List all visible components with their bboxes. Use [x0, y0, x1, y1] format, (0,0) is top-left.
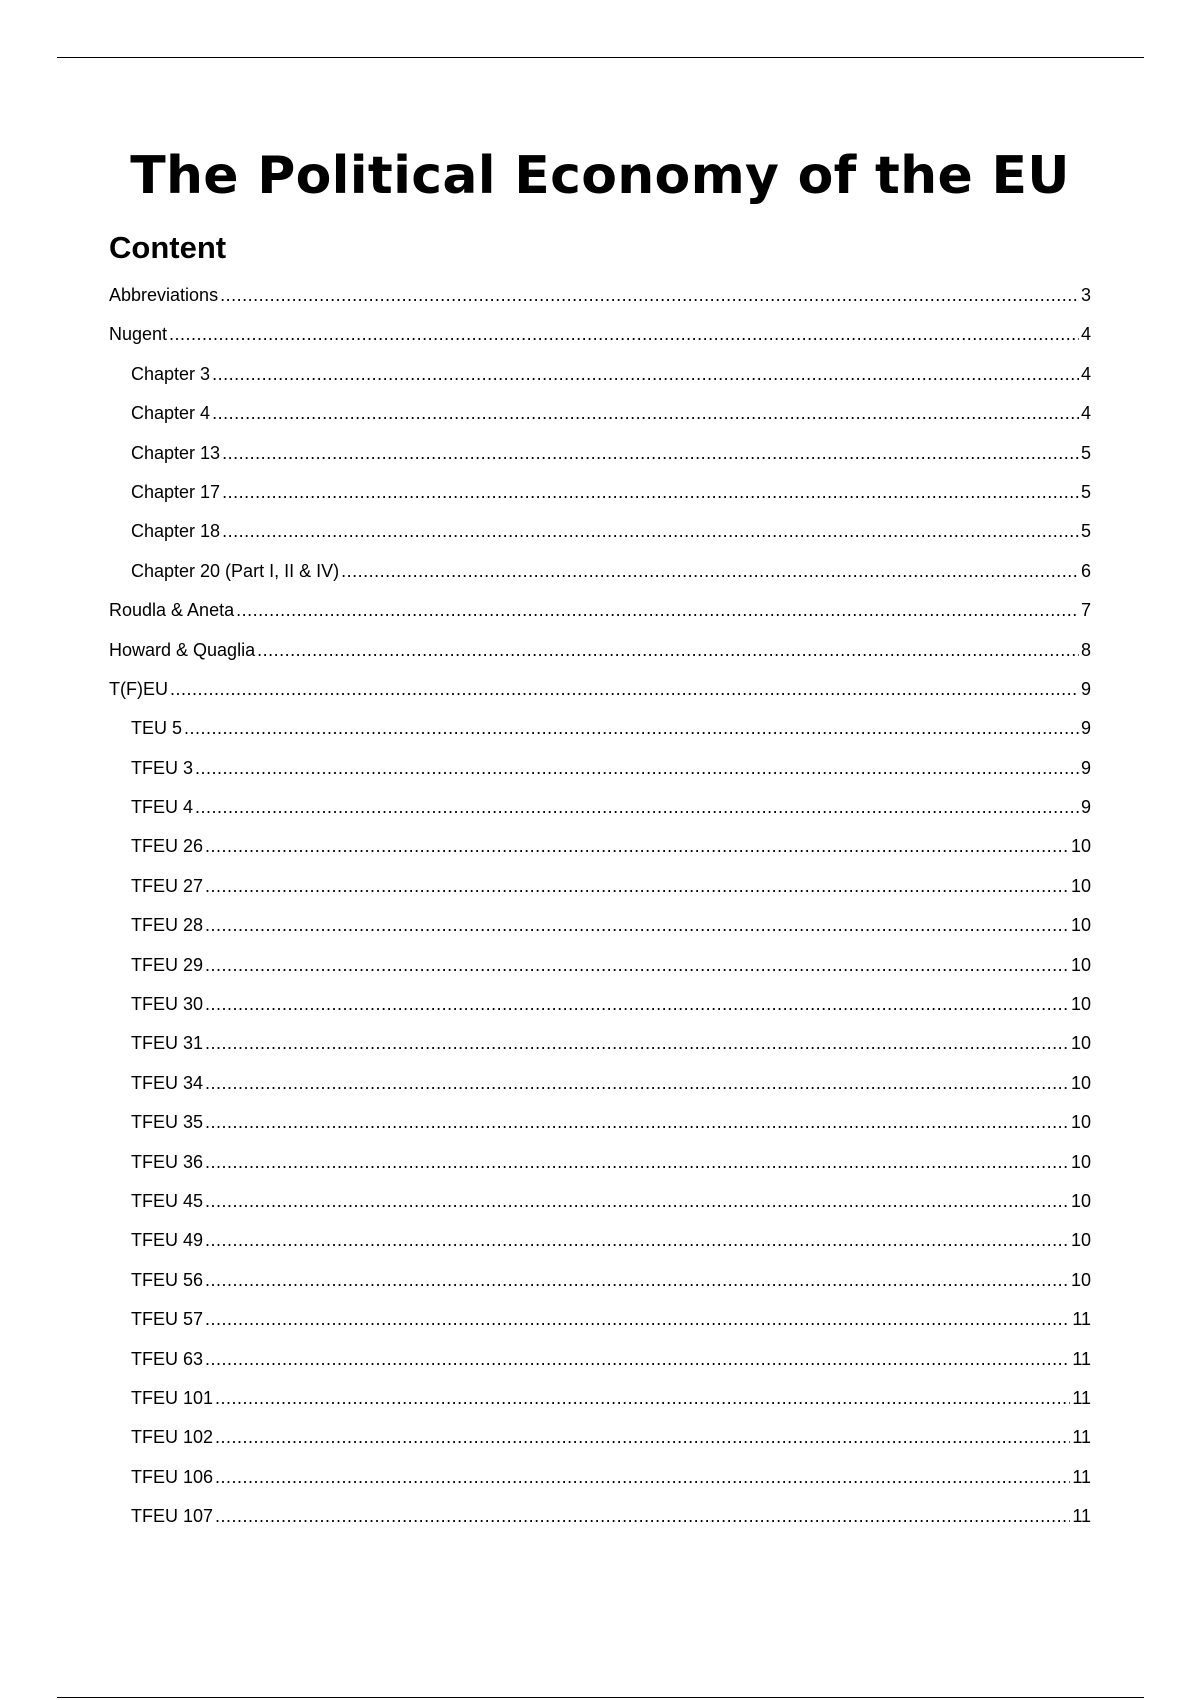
toc-dot-leader — [215, 1458, 1070, 1497]
toc-entry[interactable] — [109, 276, 1091, 315]
toc-dot-leader — [215, 1418, 1070, 1457]
toc-entry-label: Chapter 17 — [131, 481, 221, 502]
toc-entry-label: TFEU 49 — [131, 1230, 204, 1251]
toc-entry-page-number: 7 — [1080, 600, 1091, 621]
toc-entry-page-number: 10 — [1070, 875, 1091, 896]
toc-entry[interactable] — [109, 1497, 1091, 1536]
toc-entry-label: Howard & Quaglia — [109, 639, 256, 660]
toc-entry[interactable] — [109, 355, 1091, 394]
toc-entry[interactable] — [109, 906, 1091, 945]
toc-dot-leader — [215, 1379, 1070, 1418]
toc-entry-label: TFEU 106 — [131, 1466, 214, 1487]
toc-entry-page-number: 4 — [1080, 324, 1091, 345]
toc-entry-label: TFEU 34 — [131, 1072, 204, 1093]
toc-entry-label: TFEU 102 — [131, 1427, 214, 1448]
toc-dot-leader — [222, 512, 1079, 551]
toc-entry-page-number: 9 — [1080, 718, 1091, 739]
toc-entry-page-number: 10 — [1070, 1230, 1091, 1251]
toc-entry-label: Chapter 20 (Part I, II & IV) — [131, 560, 340, 581]
toc-entry[interactable] — [109, 827, 1091, 866]
toc-entry-page-number: 9 — [1080, 757, 1091, 778]
toc-entry[interactable] — [109, 946, 1091, 985]
toc-entry[interactable] — [109, 512, 1091, 551]
toc-entry-page-number: 11 — [1072, 1387, 1091, 1408]
toc-entry[interactable] — [109, 394, 1091, 433]
toc-dot-leader — [195, 749, 1079, 788]
toc-entry-label: TFEU 30 — [131, 994, 204, 1015]
toc-entry-label: TFEU 29 — [131, 954, 204, 975]
toc-entry[interactable] — [109, 1064, 1091, 1103]
toc-entry-label: TFEU 31 — [131, 1033, 204, 1054]
toc-entry-page-number: 10 — [1070, 954, 1091, 975]
toc-entry-page-number: 11 — [1072, 1506, 1091, 1527]
toc-entry-label: TFEU 63 — [131, 1348, 204, 1369]
toc-entry[interactable] — [109, 1418, 1091, 1457]
toc-entry-label: Chapter 18 — [131, 521, 221, 542]
toc-entry[interactable] — [109, 315, 1091, 354]
toc-dot-leader — [212, 355, 1079, 394]
toc-entry[interactable] — [109, 1379, 1091, 1418]
toc-heading: Content — [109, 230, 227, 265]
toc-dot-leader — [205, 1024, 1069, 1063]
toc-entry-page-number: 6 — [1080, 560, 1091, 581]
toc-entry[interactable] — [109, 1103, 1091, 1142]
toc-dot-leader — [205, 1261, 1069, 1300]
toc-entry[interactable] — [109, 709, 1091, 748]
toc-entry-page-number: 5 — [1080, 442, 1091, 463]
toc-dot-leader — [205, 1340, 1070, 1379]
toc-entry[interactable] — [109, 434, 1091, 473]
footer-rule — [57, 1697, 1144, 1698]
toc-entry-label: Nugent — [109, 324, 168, 345]
toc-entry[interactable] — [109, 1300, 1091, 1339]
toc-entry[interactable] — [109, 1458, 1091, 1497]
toc-dot-leader — [220, 276, 1079, 315]
toc-dot-leader — [205, 1103, 1069, 1142]
toc-dot-leader — [215, 1497, 1070, 1536]
toc-dot-leader — [169, 315, 1079, 354]
toc-entry[interactable] — [109, 985, 1091, 1024]
toc-entry-page-number: 9 — [1080, 797, 1091, 818]
toc-entry[interactable] — [109, 1182, 1091, 1221]
document-title: The Political Economy of the EU — [130, 146, 1070, 206]
toc-dot-leader — [195, 788, 1079, 827]
toc-entry-page-number: 11 — [1072, 1466, 1091, 1487]
toc-entry[interactable] — [109, 1261, 1091, 1300]
toc-entry-page-number: 10 — [1070, 1190, 1091, 1211]
toc-dot-leader — [205, 906, 1069, 945]
toc-dot-leader — [170, 670, 1079, 709]
toc-dot-leader — [205, 1064, 1069, 1103]
toc-dot-leader — [205, 1221, 1069, 1260]
toc-entry-label: Chapter 13 — [131, 442, 221, 463]
toc-entry-label: Roudla & Aneta — [109, 600, 235, 621]
toc-entry-page-number: 8 — [1080, 639, 1091, 660]
toc-dot-leader — [236, 591, 1079, 630]
toc-entry-label: TFEU 35 — [131, 1112, 204, 1133]
toc-entry[interactable] — [109, 1340, 1091, 1379]
toc-entry-label: Chapter 3 — [131, 363, 211, 384]
toc-entry-label: TFEU 4 — [131, 797, 194, 818]
toc-entry-label: TFEU 36 — [131, 1151, 204, 1172]
toc-entry-label: TFEU 45 — [131, 1190, 204, 1211]
toc-entry-label: TFEU 101 — [131, 1387, 214, 1408]
toc-entry-label: TFEU 27 — [131, 875, 204, 896]
toc-dot-leader — [212, 394, 1079, 433]
toc-entry-page-number: 11 — [1072, 1348, 1091, 1369]
toc-entry-page-number: 5 — [1080, 521, 1091, 542]
toc-entry-page-number: 4 — [1080, 363, 1091, 384]
toc-entry-page-number: 10 — [1070, 1033, 1091, 1054]
toc-entry-page-number: 10 — [1070, 1112, 1091, 1133]
table-of-contents — [109, 276, 1091, 1537]
toc-entry[interactable] — [109, 788, 1091, 827]
toc-entry-label: T(F)EU — [109, 678, 168, 699]
toc-entry-label: Abbreviations — [109, 285, 219, 305]
toc-dot-leader — [205, 1300, 1070, 1339]
toc-entry[interactable] — [109, 867, 1091, 906]
toc-entry-page-number: 10 — [1070, 994, 1091, 1015]
toc-entry-label: Chapter 4 — [131, 403, 211, 424]
toc-dot-leader — [222, 434, 1079, 473]
toc-dot-leader — [257, 631, 1079, 670]
toc-entry[interactable] — [109, 631, 1091, 670]
toc-entry-page-number: 10 — [1070, 1072, 1091, 1093]
toc-entry[interactable] — [109, 1024, 1091, 1063]
toc-entry[interactable] — [109, 552, 1091, 591]
toc-dot-leader — [222, 473, 1079, 512]
toc-entry[interactable] — [109, 749, 1091, 788]
toc-entry-page-number: 4 — [1080, 403, 1091, 424]
toc-entry[interactable] — [109, 670, 1091, 709]
toc-entry-page-number: 10 — [1070, 1269, 1091, 1290]
toc-entry-label: TFEU 26 — [131, 836, 204, 857]
toc-entry-page-number: 11 — [1072, 1309, 1091, 1330]
toc-entry-label: TFEU 28 — [131, 915, 204, 936]
toc-entry-page-number: 11 — [1072, 1427, 1091, 1448]
toc-dot-leader — [205, 1182, 1069, 1221]
toc-entry-label: TFEU 3 — [131, 757, 194, 778]
toc-entry[interactable] — [109, 473, 1091, 512]
toc-dot-leader — [205, 985, 1069, 1024]
toc-entry-page-number: 10 — [1070, 836, 1091, 857]
toc-entry-label: TEU 5 — [131, 718, 183, 739]
toc-entry-page-number: 10 — [1070, 915, 1091, 936]
toc-dot-leader — [205, 867, 1069, 906]
toc-entry[interactable] — [109, 1143, 1091, 1182]
toc-entry-label: TFEU 107 — [131, 1506, 214, 1527]
toc-entry-page-number: 9 — [1080, 678, 1091, 699]
toc-dot-leader — [205, 1143, 1069, 1182]
toc-dot-leader — [205, 827, 1069, 866]
toc-dot-leader — [205, 946, 1069, 985]
toc-entry-page-number: 10 — [1070, 1151, 1091, 1172]
header-rule — [57, 57, 1144, 58]
toc-entry[interactable] — [109, 591, 1091, 630]
toc-entry[interactable] — [109, 1221, 1091, 1260]
toc-entry-page-number: 5 — [1080, 481, 1091, 502]
toc-entry-label: TFEU 57 — [131, 1309, 204, 1330]
toc-dot-leader — [341, 552, 1079, 591]
toc-entry-page-number: 3 — [1080, 285, 1091, 305]
toc-entry-label: TFEU 56 — [131, 1269, 204, 1290]
toc-dot-leader — [184, 709, 1079, 748]
